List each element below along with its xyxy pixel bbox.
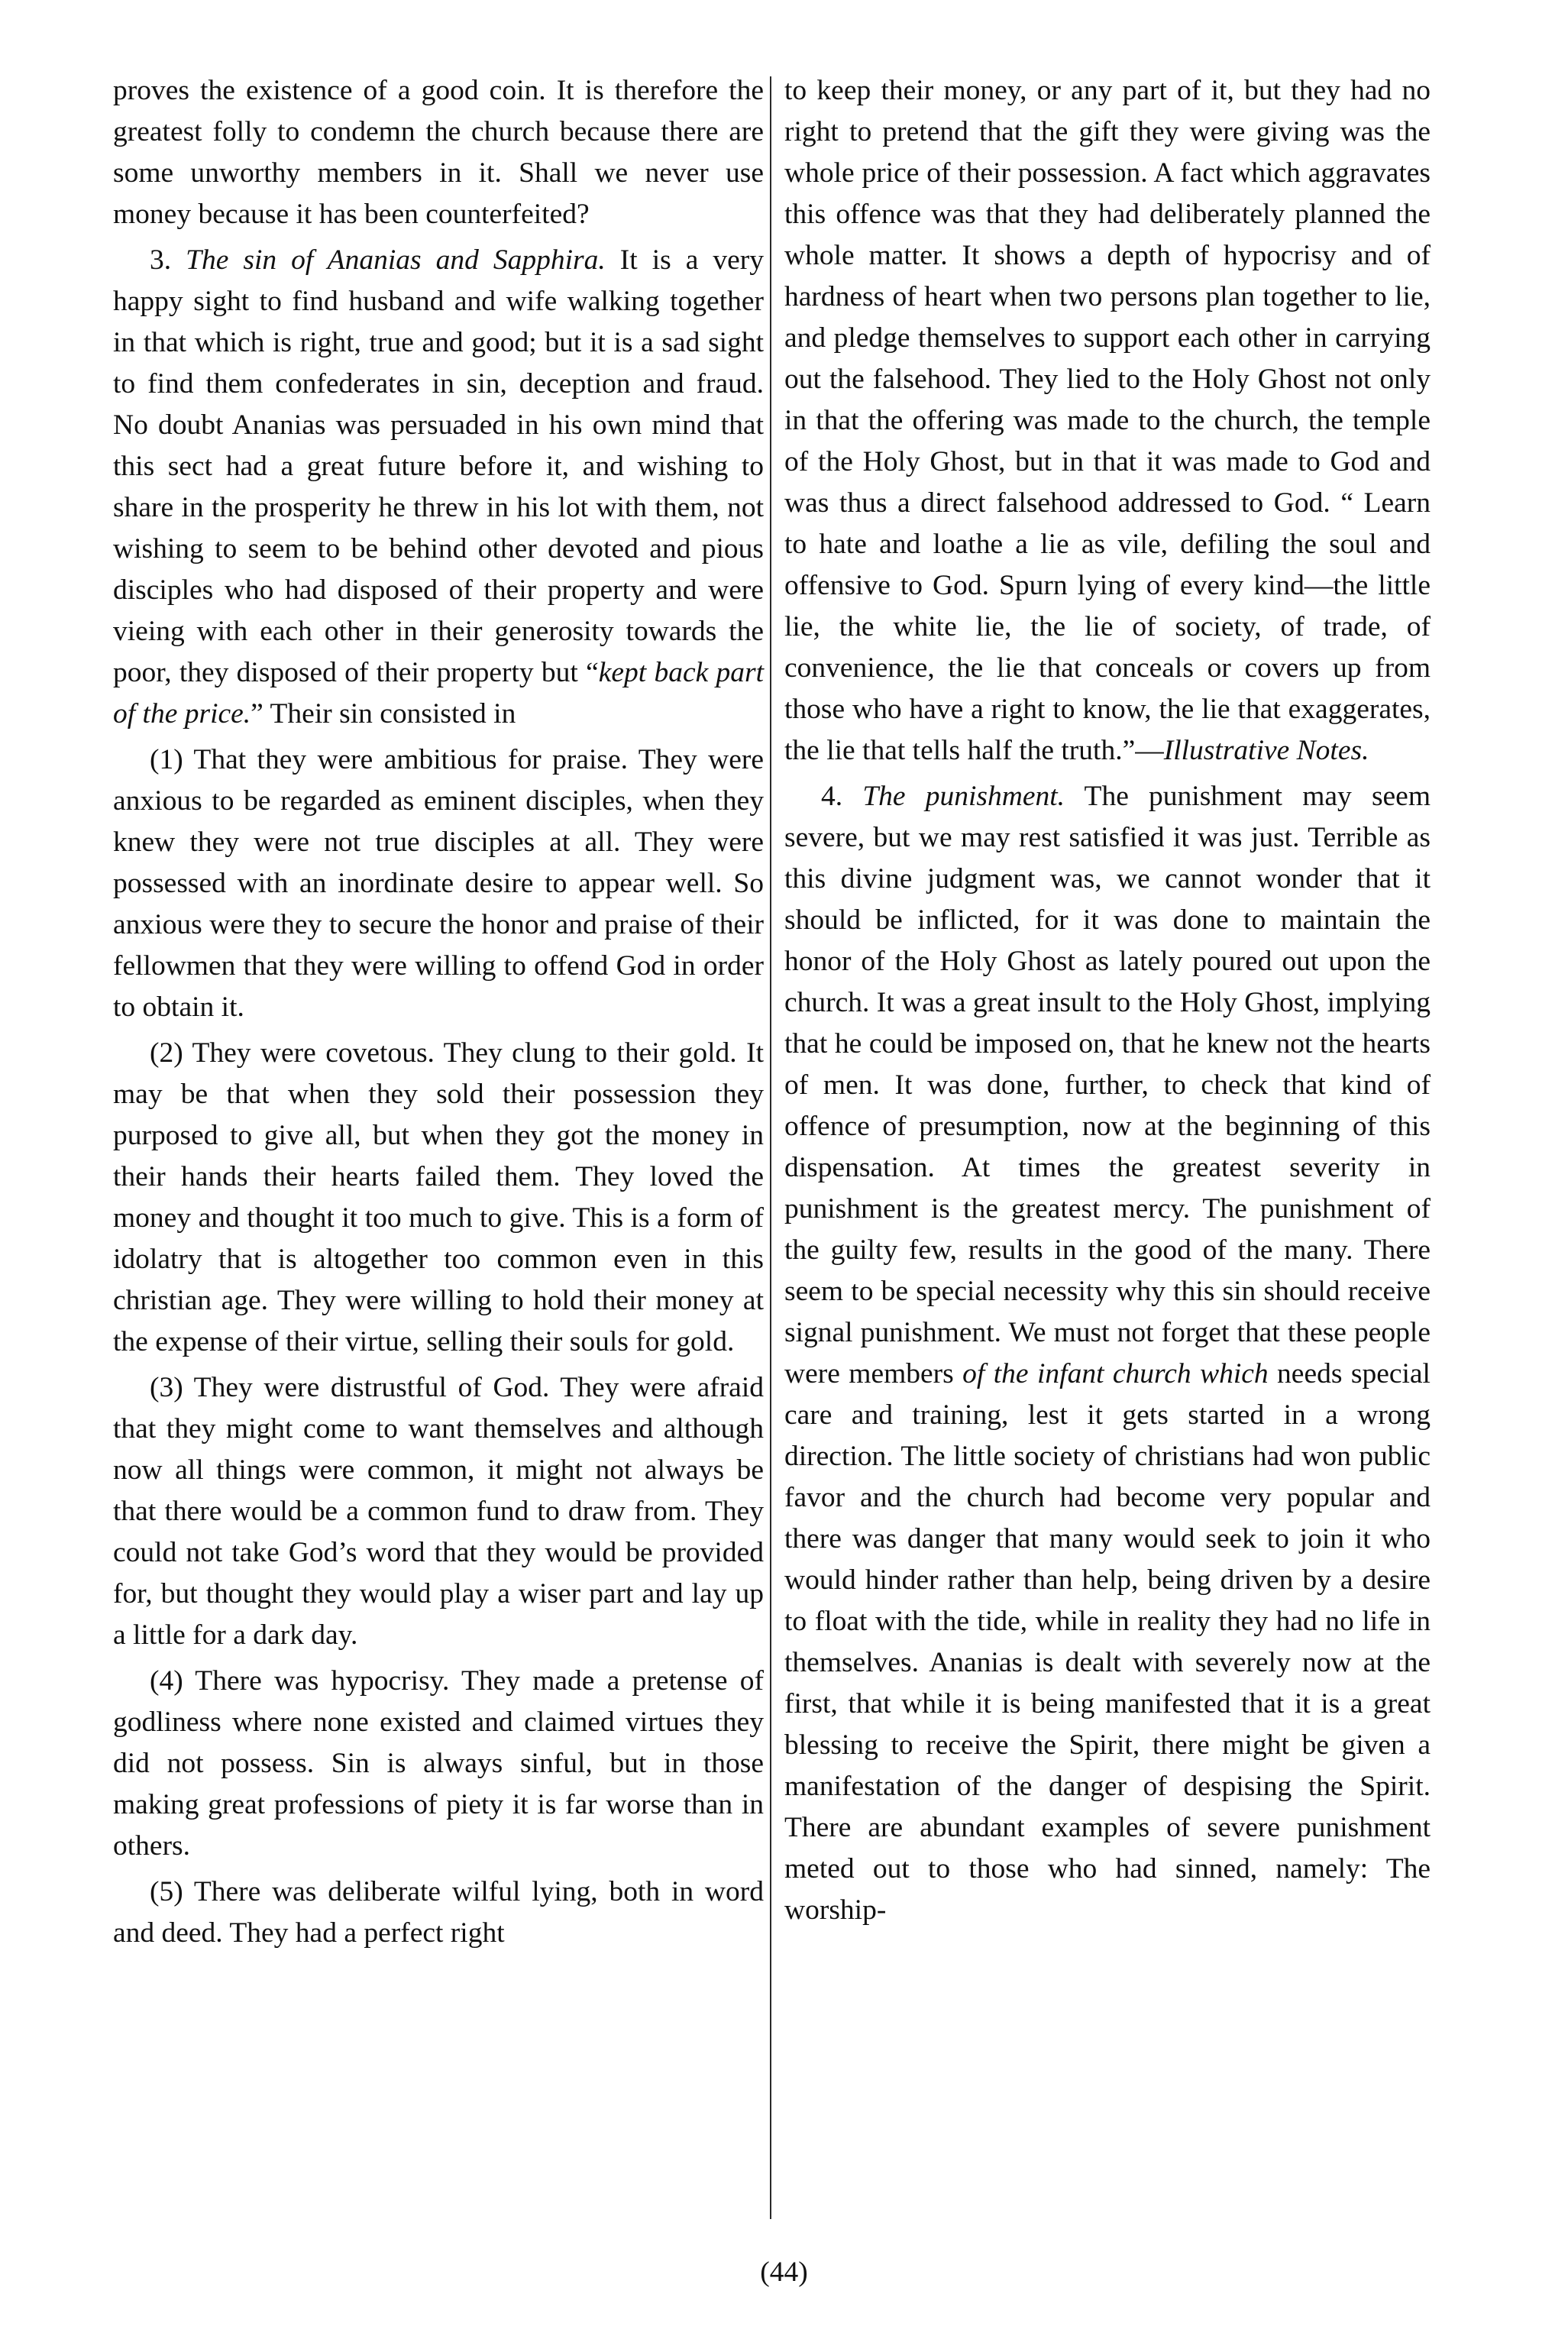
paragraph: (3) They were distrustful of God. They were afraid that they might come to want themselves and although now all things were common, it might not always be that there would be a common fund to draw from. They could not take God’s word that they would be provided for, but thought they would play a wiser part and lay up a little for a dark day.	[113, 1372, 764, 1651]
paragraph-text: to keep their money, or any part of it, but they had no right to pretend that the gift they were giving was the whole price of their possession. A fact which aggravates this offence was that they had deliberately planned the whole matter. It shows a depth of hypocrisy and of hardness of heart when two persons plan together to lie, and pledge themselves to support each other in carrying out the falsehood. They lied to the Holy Ghost not only in that the offering was made to the church, the temple of the Holy Ghost, but in that it was made to God and was thus a direct falsehood addressed to God. “ Learn to hate and loathe a lie as vile, defiling the soul and offensive to God. Spurn lying of every kind—the little lie, the white lie, the lie of society, of trade, of convenience, the lie that conceals or covers up from those who have a right to know, the lie that exaggerates, the lie that tells half the truth.”—	[784, 75, 1431, 766]
paragraph: proves the existence of a good coin. It is therefore the greatest folly to condemn the church because there are some unworthy members in it. Shall we never use money because it has been counterfeited?	[113, 75, 764, 230]
paragraph-text: It is a very happy sight to find husband and wife walking together in that which is right, true and good; but it is a sad sight to find them confederates in sin, deception and fraud. No doubt Ananias was persuaded in his own mind that this sect had a great future before it, and wishing to share in the prosperity he threw in his lot with them, not wishing to seem to be behind other devoted and pious disciples who had disposed of their property and were vieing with each other in their generosity towards the poor, they disposed of their property but “	[113, 244, 765, 688]
paragraph	[784, 70, 1431, 772]
right-column	[784, 70, 1431, 1931]
section-number: 3.	[150, 244, 172, 276]
paragraph: (5) There was deliberate wilful lying, both in word and deed. They had a perfect right	[113, 1876, 764, 1949]
citation-source: Illustrative Notes.	[1163, 735, 1369, 766]
paragraph-text: The punishment may seem severe, but we may rest satisfied it was just. Terrible as this divine judgment was, we cannot wonder that it should be inflicted, for it was done to maintain the honor of the Holy Ghost as lately poured out upon the church. It was a great insult to the Holy Ghost, implying that he could be imposed on, that he knew not the hearts of men. It was done, further, to check that kind of offence of presumption, now at the beginning of this dispensation. At times the greatest severity in punishment is the greatest mercy. The punishment of the guilty few, results in the good of the many. There seem to be special necessity why this sin should receive signal punishment. We must not forget that these people were members	[784, 781, 1431, 1389]
paragraph: (4) There was hypocrisy. They made a pretense of godliness where none existed and claimed virtues they did not possess. Sin is always sinful, but in those making great professions of piety it is far worse than in others.	[113, 1665, 764, 1862]
paragraph	[113, 240, 764, 735]
paragraph-text: needs special care and training, lest it gets started in a wrong direction. The little society of christians had won public favor and the church had become very popular and there was danger that many would seek to join it who would hinder rather than help, being driven by a desire to float with the tide, while in reality they had no life in themselves. Ananias is dealt with severely now at the first, that while it is being manifested that it is a great blessing to receive the Spirit, there might be given a manifestation of the danger of despising the Spirit. There are abundant examples of severe punishment meted out to those who had sinned, namely: The worship-	[784, 1358, 1431, 1926]
section-heading: The punishment.	[862, 781, 1065, 812]
paragraph-text: ” Their sin consisted in	[251, 698, 516, 730]
paragraph: (2) They were covetous. They clung to their gold. It may be that when they sold their possession they purposed to give all, but when they got the money in their hands their hearts failed them. They loved the money and thought it too much to give. This is a form of idolatry that is altogether too common even in this christian age. They were willing to hold their money at the expense of their virtue, selling their souls for gold.	[113, 1037, 764, 1357]
left-column	[113, 70, 764, 1954]
section-number: 4.	[821, 781, 843, 812]
paragraph	[784, 776, 1431, 1931]
page-number: (44)	[760, 2257, 808, 2288]
italic-phrase: of the infant church which	[962, 1358, 1269, 1389]
quoted-phrase: kept back part of the price.	[113, 657, 764, 730]
column-divider	[770, 76, 771, 2219]
paragraph: (1) That they were ambitious for praise. They were anxious to be regarded as eminent disciples, when they knew they were not true disciples at all. They were possessed with an inordinate desire to appear well. So anxious were they to secure the honor and praise of their fellowmen that they were willing to offend God in order to obtain it.	[113, 744, 764, 1023]
section-heading: The sin of Ananias and Sapphira.	[186, 244, 606, 276]
